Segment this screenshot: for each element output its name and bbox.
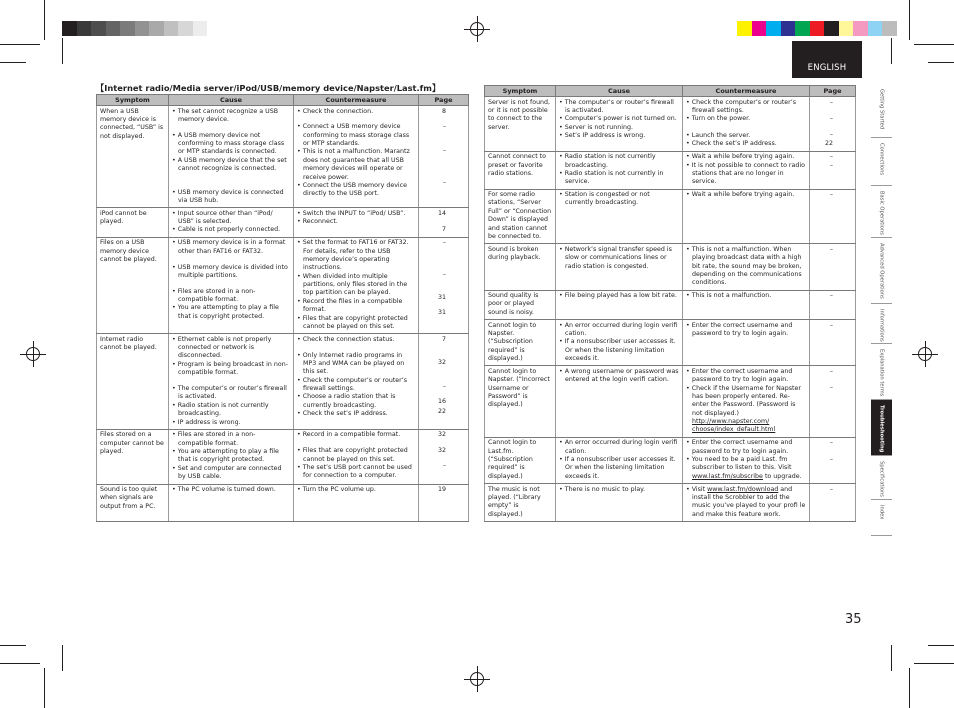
table-row [97,334,469,430]
table-row [485,97,856,152]
side-tab-label: Getting Started [878,89,885,130]
table-row [485,320,856,366]
cause-item: • Set’s IP address is wrong. [559,132,679,140]
countermeasure-cell [683,97,810,152]
cause-item: • A wrong username or password was entered at the login verifi cation. [559,368,679,385]
cause-cell [556,244,683,290]
cause-cell [169,484,294,522]
page-ref: – [829,367,833,375]
color-swatch [853,21,868,36]
countermeasure-item: • Switch the INPUT to “iPod/ USB”. [297,210,415,218]
lastfm-subscribe-link[interactable]: www.last.fm/subscribe [692,472,763,480]
cause-item: • USB memory device is connected via USB hub. [172,189,290,206]
page-ref: – [442,179,446,187]
page-ref: 22 [437,408,446,416]
side-tab-troubleshooting[interactable] [871,400,892,456]
crop-mark-tl-h2 [0,62,26,63]
symptom-cell: The music is not played. (“Library empty” is displayed.) [485,484,556,522]
color-swatch [752,21,767,36]
side-tab-informations[interactable] [871,304,892,344]
crop-mark-br-h2 [928,645,954,646]
table-header-row [485,86,856,97]
cause-item: • Files are stored in a non-compatible format. [172,288,290,305]
countermeasure-cell [294,208,419,238]
countermeasure-item: • Choose a radio station that is currently broadcasting. [297,393,415,410]
countermeasure-cell [294,237,419,333]
cause-item: • Program is being broadcast in non-compatible format. [172,361,290,378]
countermeasure-text: You need to be a paid Last. fm subscriber to listen to this. Visit [691,456,792,472]
table-row [485,290,856,320]
countermeasure-item: • Enter the correct username and password to try to login again. [686,439,806,456]
registration-mark-bottom [464,666,490,692]
page-cell [810,366,856,437]
table-row [485,151,856,189]
crop-mark-tl-h [0,44,40,45]
side-tab-explanation-terms[interactable] [871,344,892,400]
cause-cell [556,290,683,320]
countermeasure-item: • Check the set’s IP address. [297,410,415,418]
side-tab-advanced-operations[interactable] [871,238,892,304]
cause-cell [169,106,294,208]
gray-swatch [178,21,193,36]
countermeasure-item: • Wait a while before trying again. [686,191,806,199]
page-ref: 8 [441,107,446,115]
cause-item: • A USB memory device that the set cannot recognize is connected. [172,157,290,174]
color-swatch [766,21,781,36]
page-ref: 32 [437,359,446,367]
page-ref: – [442,462,446,470]
page-number: 35 [845,612,862,627]
side-tab-label: Advanced Operations [878,243,885,299]
table-row [485,437,856,483]
countermeasure-item: • Check the computer’s or router’s firewall settings. [686,99,806,116]
page-ref: – [829,485,833,493]
page-cell [419,334,469,430]
column-header-countermeasure: Countermeasure [683,86,810,97]
countermeasure-item: • Only Internet radio programs in MP3 and WMA can be played on this set. [297,352,415,377]
column-header-cause: Cause [556,86,683,97]
registration-mark-right [912,341,938,367]
countermeasure-item: • Check the set’s IP address. [686,140,806,148]
side-tab-label: Basic Operations [878,191,885,235]
cause-item: • Set and computer are connected by USB cable. [172,465,290,482]
countermeasure-cell [683,189,810,244]
page-cell [419,484,469,522]
cause-item: • Radio station is not currently broadcasting. [172,402,290,419]
cause-item: • Radio station is not currently in service. [559,170,679,187]
page-cell [419,237,469,333]
countermeasure-item [686,486,806,519]
countermeasure-cell [294,334,419,430]
countermeasure-item: • Check the connection status. [297,336,415,344]
napster-link[interactable]: http://www.napster.com/ choose/index_default.html [692,418,776,434]
page-cell [810,244,856,290]
table-row [97,208,469,238]
cause-item: • Files are stored in a non-compatible format. [172,431,290,448]
countermeasure-item: • Connect a USB memory device conforming to mass storage class or MTP standards. [297,123,415,148]
page-ref: 32 [437,431,446,439]
countermeasure-cell [683,290,810,320]
countermeasure-cell [683,437,810,483]
crop-mark-br-v2 [891,645,892,671]
countermeasure-item: • Connect the USB memory device directly to the USB port. [297,182,415,199]
table-header-row [97,95,469,106]
countermeasure-item: • Set the format to FAT16 or FAT32. For details, refer to the USB memory device’s operating instructions. [297,239,415,272]
cause-item: • The set cannot recognize a USB memory device. [172,108,290,125]
table-row [97,106,469,208]
cause-item: • There is no music to play. [559,486,679,494]
countermeasure-item [686,456,806,481]
page-ref: – [829,114,833,122]
countermeasure-item: • Record the files in a compatible format. [297,298,415,315]
crop-mark-tr-v [909,0,910,40]
crop-mark-bl-h [0,663,40,664]
gray-swatch [106,21,121,36]
table-row [97,484,469,522]
language-label: ENGLISH [807,63,847,73]
page-ref: – [442,123,446,131]
gray-swatch [77,21,92,36]
cause-item: • Cable is not properly connected. [172,226,290,234]
cause-item: • If a nonsubscriber user accesses it. Or when the listening limitation exceeds it. [559,338,679,363]
page-ref: – [829,384,833,392]
cause-item: • An error occurred during login verifi cation. [559,322,679,339]
page-cell [810,97,856,152]
side-tab-getting-started[interactable] [871,84,892,138]
table-row [485,484,856,522]
cause-cell [556,189,683,244]
countermeasure-item: • Turn on the power. [686,115,806,123]
cause-item: • Input source other than “iPod/ USB” is selected. [172,210,290,227]
page-ref: – [829,321,833,329]
cause-cell [169,429,294,484]
symptom-cell: Internet radio cannot be played. [97,334,169,430]
side-tab-index[interactable] [871,500,892,536]
page-ref: – [442,270,446,278]
cause-cell [556,484,683,522]
symptom-cell: Files on a USB memory device cannot be played. [97,237,169,333]
registration-mark-top [464,16,490,42]
side-tab-label: Informations [878,309,885,342]
cause-item: • USB memory device is divided into multiple partitions. [172,264,290,281]
gray-swatch [62,21,77,36]
color-swatch [824,21,839,36]
side-tab-connections[interactable] [871,138,892,186]
table-row [97,237,469,333]
crop-mark-tr-v2 [891,38,892,64]
gray-swatch [135,21,150,36]
crop-mark-br-v [909,668,910,708]
countermeasure-item: • Reconnect. [297,218,415,226]
countermeasure-cell [683,244,810,290]
troubleshooting-table-right [484,85,856,522]
page-ref: 31 [437,309,446,317]
countermeasure-cell [683,484,810,522]
crop-mark-tr-h [914,44,954,45]
color-swatch [737,21,752,36]
countermeasure-item: • This is not a malfunction. [686,292,806,300]
countermeasure-item: • This is not a malfunction. Marantz does not guarantee that all USB memory devices will operate or receive power. [297,148,415,181]
symptom-cell: Server is not found, or it is not possible to connect to the server. [485,97,556,152]
cause-item: • If a nonsubscriber user accesses it. Or when the listening limitation exceeds it. [559,456,679,481]
symptom-cell: Sound is broken during playback. [485,244,556,290]
page-ref: – [829,161,833,169]
color-control-strip [737,21,897,36]
crop-mark-br-h [914,663,954,664]
countermeasure-cell [683,320,810,366]
cause-item: • You are attempting to play a file that is copyright protected. [172,304,290,321]
cause-item: • IP address is wrong. [172,419,290,427]
page-ref: – [829,153,833,161]
countermeasure-item: • It is not possible to connect to radio stations that are no longer in service. [686,162,806,187]
cause-item: • You are attempting to play a file that is copyright protected. [172,448,290,465]
page-cell [810,437,856,483]
gray-swatch [193,21,208,36]
cause-item: • File being played has a low bit rate. [559,292,679,300]
cause-cell [169,334,294,430]
registration-mark-left [20,341,46,367]
section-title: 【Internet radio/Media server/iPod/USB/memory device/Napster/Last.fm】 [96,83,441,93]
page-cell [419,208,469,238]
page-ref: 7 [441,226,446,234]
cause-item: • A USB memory device not conforming to mass storage class or MTP standards is connected. [172,132,290,157]
countermeasure-cell [294,484,419,522]
countermeasure-item: • Enter the correct username and password to try to login again. [686,322,806,339]
countermeasure-item: • When divided into multiple partitions, only files stored in the top partition can be played. [297,273,415,298]
page-ref: – [829,455,833,463]
gray-swatch [120,21,135,36]
symptom-cell: Cannot connect to preset or favorite radio stations. [485,151,556,189]
column-header-countermeasure: Countermeasure [294,95,419,106]
column-header-symptom: Symptom [485,86,556,97]
page-ref: – [442,239,446,247]
grayscale-control-strip [62,21,207,36]
cause-cell [556,437,683,483]
side-tab-specifications[interactable] [871,456,892,500]
cause-item: • Network’s signal transfer speed is slow or communications lines or radio station is congested. [559,246,679,271]
table-row [97,429,469,484]
symptom-cell: Files stored on a computer cannot be played. [97,429,169,484]
page-ref: – [829,245,833,253]
color-swatch [795,21,810,36]
page-ref: – [829,439,833,447]
symptom-cell: Sound is too quiet when signals are output from a PC. [97,484,169,522]
symptom-cell: Cannot login to Napster. (“Incorrect Username or Password” is displayed.) [485,366,556,437]
side-tab-label: Troubleshooting [878,405,885,453]
countermeasure-text: Visit [691,485,708,493]
column-header-cause: Cause [169,95,294,106]
column-header-page: Page [419,95,469,106]
page-cell [810,290,856,320]
page-ref: 22 [824,139,833,147]
table-row [485,366,856,437]
crop-mark-bl-v2 [62,645,63,671]
cause-item: • The computer’s or router’s firewall is activated. [559,99,679,116]
page-ref: 19 [437,486,446,494]
countermeasure-item: • Launch the server. [686,132,806,140]
page-ref: – [829,98,833,106]
color-swatch [882,21,897,36]
countermeasure-text: and install the Scrobbler to add the music you’ve played to your profi le and make this feature work. [692,485,806,518]
page-ref: 31 [437,294,446,302]
countermeasure-item: • Turn the PC volume up. [297,486,415,494]
side-tab-label: Index [878,505,885,520]
side-index-tabs [871,84,892,536]
color-swatch [781,21,796,36]
side-tab-label: Explanation terms [878,349,885,397]
countermeasure-item: • The set’s USB port cannot be used for connection to a computer. [297,464,415,481]
countermeasure-item: • Files that are copyright protected cannot be played on this set. [297,447,415,464]
page-ref: 7 [441,335,446,343]
cause-item: • The PC volume is turned down. [172,486,290,494]
countermeasure-text: to upgrade. [762,472,802,480]
column-header-page: Page [810,86,856,97]
page-ref: 16 [437,397,446,405]
color-swatch [810,21,825,36]
page-ref: 14 [437,209,446,217]
page-cell [810,189,856,244]
crop-mark-bl-v [44,668,45,708]
countermeasure-item: • Enter the correct username and password to try to login again. [686,368,806,385]
side-tab-basic-operations[interactable] [871,186,892,238]
lastfm-download-link[interactable]: www.last.fm/download [707,485,779,493]
crop-mark-bl-h2 [0,645,26,646]
cause-cell [556,320,683,366]
side-tab-label: Specifications [878,461,885,498]
symptom-cell: For some radio stations, “Server Full” or “Connection Down” is displayed and station cannot be connected to. [485,189,556,244]
cause-item: • Computer’s power is not turned on. [559,115,679,123]
cause-item: • The computer’s or router’s firewall is activated. [172,385,290,402]
page-cell [810,151,856,189]
countermeasure-cell [683,366,810,437]
symptom-cell: Sound quality is poor or played sound is noisy. [485,290,556,320]
countermeasure-cell [294,106,419,208]
symptom-cell: When a USB memory device is connected, “USB” is not displayed. [97,106,169,208]
cause-cell [169,208,294,238]
page-cell [419,106,469,208]
page-ref: – [829,191,833,199]
symptom-cell: Cannot login to Napster. (“Subscription required” is displayed.) [485,320,556,366]
crop-mark-tr-h2 [928,62,954,63]
countermeasure-item [686,385,806,435]
table-row [485,244,856,290]
countermeasure-cell [294,429,419,484]
cause-item: • Radio station is not currently broadcasting. [559,153,679,170]
countermeasure-item: • This is not a malfunction. When playing broadcast data with a high bit rate, the sound may be broken, depending on the communications conditions. [686,246,806,288]
countermeasure-cell [683,151,810,189]
countermeasure-item: • Wait a while before trying again. [686,153,806,161]
countermeasure-text: Check if the Username for Napster has been properly entered. Re-enter the Password. (Password is not displayed.) [691,384,801,417]
countermeasure-item: • Check the connection. [297,108,415,116]
crop-mark-tl-v2 [62,38,63,64]
language-tab [792,41,862,78]
gray-swatch [164,21,179,36]
cause-item: • USB memory device is in a format other than FAT16 or FAT32. [172,239,290,256]
cause-item: • Server is not running. [559,124,679,132]
color-swatch [839,21,854,36]
cause-item: • An error occurred during login verifi cation. [559,439,679,456]
page-cell [419,429,469,484]
side-tab-label: Connections [878,143,885,176]
gray-swatch [149,21,164,36]
troubleshooting-table-left [96,94,469,522]
color-swatch [868,21,883,36]
page-ref: – [442,382,446,390]
symptom-cell: Cannot login to Last.fm. (“Subscription required” is displayed.) [485,437,556,483]
cause-item: • Station is congested or not currently broadcasting. [559,191,679,208]
cause-cell [556,97,683,152]
column-header-symptom: Symptom [97,95,169,106]
gray-swatch [91,21,106,36]
countermeasure-item: • Files that are copyright protected cannot be played on this set. [297,315,415,332]
page-ref: – [829,292,833,300]
page-ref: – [442,146,446,154]
page-cell [810,320,856,366]
table-row [485,189,856,244]
crop-mark-tl-v [44,0,45,40]
cause-cell [556,151,683,189]
countermeasure-item: • Check the computer’s or router’s firewall settings. [297,377,415,394]
page-cell [810,484,856,522]
cause-item: • Ethernet cable is not properly connected or network is disconnected. [172,336,290,361]
cause-cell [169,237,294,333]
symptom-cell: iPod cannot be played. [97,208,169,238]
countermeasure-item: • Record in a compatible format. [297,431,415,439]
page-ref: 32 [437,446,446,454]
page-ref: – [829,131,833,139]
cause-cell [556,366,683,437]
